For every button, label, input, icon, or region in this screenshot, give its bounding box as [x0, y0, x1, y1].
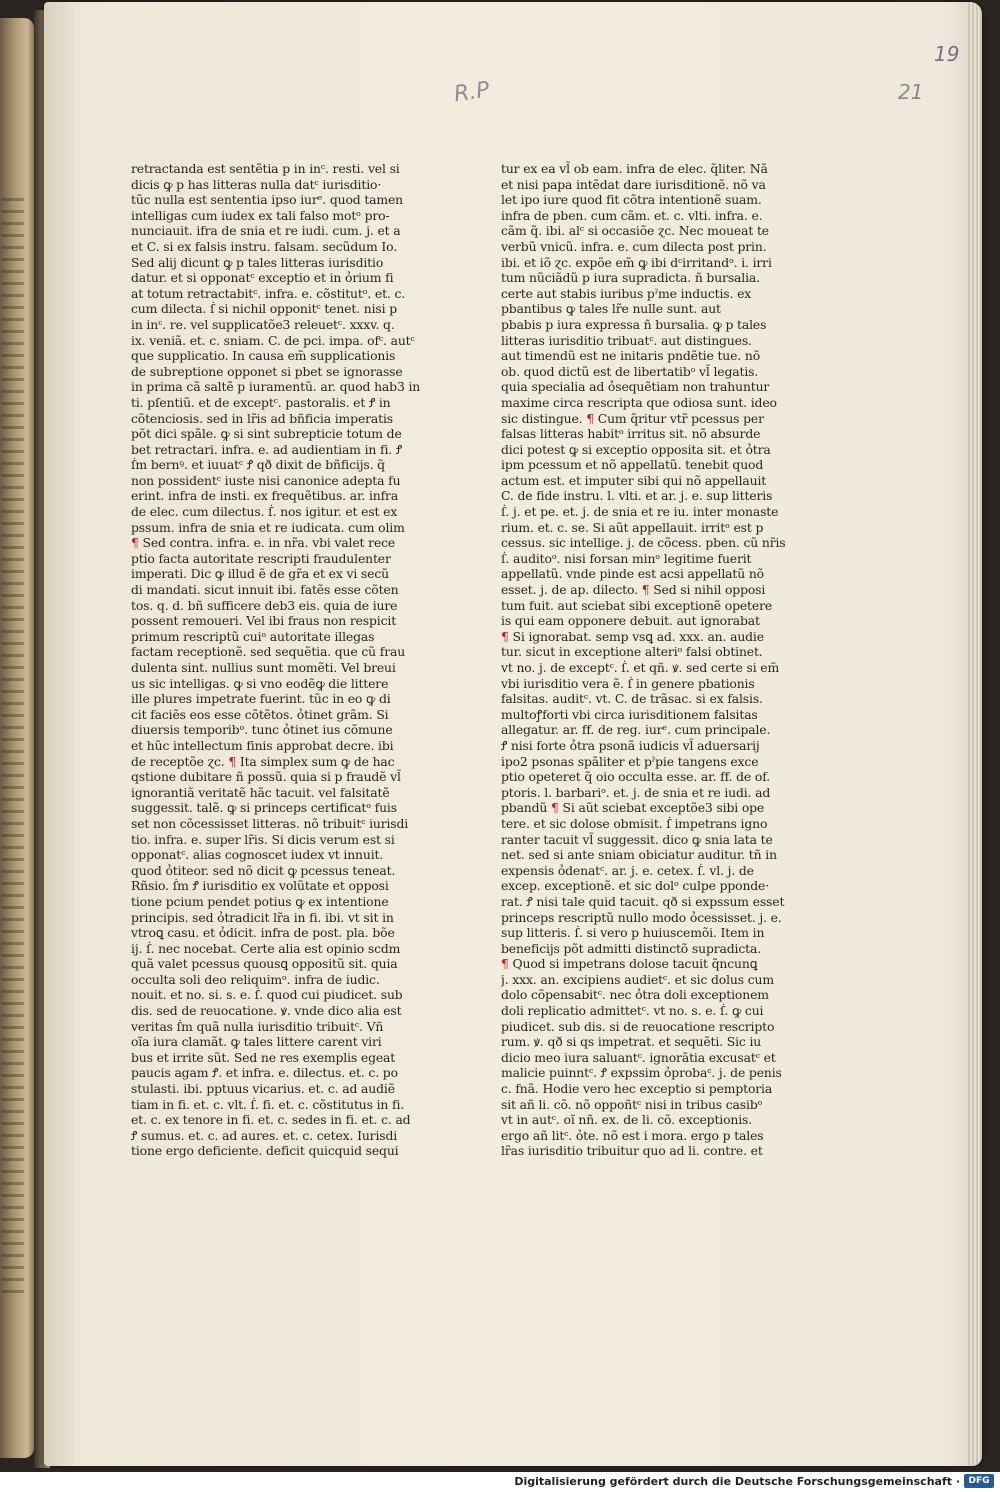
text-line: opponatᶜ. alias cognoscet iudex vt innuit. [131, 847, 384, 863]
text-line: in inᶜ. re. vel supplicatõe3 releuetᶜ. xxxv. q. [131, 316, 395, 332]
text-line: princeps rescriptũ nullo modo ỏcessisset. j. e. [501, 909, 782, 925]
text-column-right [501, 161, 793, 1159]
text-line: ob. quod dictũ est de libertatibᵒ vl̃ legatis. [501, 363, 759, 379]
text-line: occulta soli deo reliquimᵒ. infra de iudic. [131, 971, 380, 987]
rubric-paragraph-mark: ¶ [551, 800, 559, 816]
text-line: oĩa iura clamãt. ꝙ tales littere carent viri [131, 1034, 382, 1050]
text-line: net. sed si ante sniam obiciatur auditur. tñ in [501, 847, 777, 863]
text-line: pbantibus ꝙ tales lr̃e nulle sunt. aut [501, 301, 721, 317]
text-line: actum est. et imputer sibi qui nõ appellauit [501, 472, 767, 488]
text-line: sic distingue. ¶ Cum q̃ritur vtr̃ pcessus per [501, 410, 764, 426]
text-line: ti. pſentiũ. et de exceptᶜ. pastoralis. et Ꝭ in [131, 394, 391, 410]
text-line: de receptõe ɀc. ¶ Ita simplex sum ꝙ de hac [131, 753, 395, 769]
text-line: veritas ẛm quã nulla iurisditio tribuitᶜ. Vñ [131, 1018, 384, 1034]
text-line: que supplicatio. In causa em̃ supplicationis [131, 348, 396, 364]
text-line: et. c. ex tenore in fi. et. c. sedes in fi. et. c. ad [131, 1112, 411, 1128]
text-line: nouit. et no. si. s. e. ẛ. quod cui piudicet. sub [131, 987, 403, 1003]
text-column-left [131, 161, 423, 1159]
text-line: ignorantiã veritatẽ hãc tacuit. vel falsitatẽ [131, 784, 390, 800]
text-line: set non cõcessisset litteras. nõ tribuitᶜ iurisdi [131, 815, 409, 831]
facing-page-text-fragment [2, 198, 24, 1298]
text-line: beneficijs põt admitti distinctõ supradicta. [501, 940, 761, 956]
text-line: suggessit. talẽ. ꝙ si princeps certificatᵒ fuis [131, 800, 397, 816]
text-line: tio. infra. e. super lr̃is. Si dicis verum est si [131, 831, 395, 847]
text-line: pbabis p iura expressa ñ bursalia. ꝙ p tales [501, 316, 767, 332]
text-line: sup litteris. ẛ. si vero p huiuscemõi. Item in [501, 925, 765, 941]
text-line: ¶ Si ignorabat. semp vsꝗ ad. xxx. an. audie [501, 628, 764, 644]
text-line: dici potest ꝙ si exceptio opposita sit. et ỏtra [501, 441, 771, 457]
text-line: vbi iurisditio vera ẽ. ẛ in genere pbationis [501, 675, 755, 691]
text-line: rat. Ꝭ nisi tale quid tacuit. qð si expssum esset [501, 893, 785, 909]
text-line: ibi. et iõ ɀc. expõe em̃ ꝙ ibi dᶜirritandᵒ. i. irri [501, 254, 772, 270]
text-line: tum nũciãdũ p iura supradicta. ñ bursalia. [501, 270, 760, 286]
text-line: falsitas. auditᶜ. vt. C. de trãsac. si ex falsis. [501, 691, 763, 707]
text-line: pbandũ ¶ Si aũt sciebat exceptõe3 sibi ope [501, 800, 765, 816]
text-line: factam receptionẽ. sed sequẽtia. que cũ frau [131, 644, 406, 660]
text-line: qstione dubitare ñ possũ. quia si p fraudẽ vl̃ [131, 769, 401, 785]
text-line: in prima cã saltẽ p iuramentũ. ar. quod hab3 in [131, 379, 421, 395]
text-line: dicis ꝙ p has litteras nulla datᶜ iurisditio· [131, 176, 382, 192]
text-line: et hũc intellectum finis approbat decre. ibi [131, 737, 394, 753]
text-line: datur. et si opponatᶜ exceptio et in ỏrium fi [131, 270, 394, 286]
text-line: retractanda est sentẽtia p in inᶜ. resti. vel si [131, 161, 400, 176]
text-line: falsas litteras habitᵒ irritus sit. nõ absurde [501, 426, 761, 442]
text-line: ptio opeteret q̃ oio occulta esse. ar. ff. de of. [501, 769, 770, 785]
text-line: multoꝭforti vbi circa iurisditionem falsitas [501, 706, 758, 722]
text-line: Ꝭ nisi forte ỏtra psonã iudicis vl̃ aduersarij [501, 737, 760, 753]
text-line: intelligas cum iudex ex tali falso motᵒ pro- [131, 207, 390, 223]
text-line: quã valet pcessus quousꝗ oppositũ sit. quia [131, 956, 398, 972]
text-line: quod ỏtiteor. sed nõ dicit ꝙ pcessus teneat. [131, 862, 396, 878]
folio-number-pencil: 21 [898, 80, 924, 104]
text-line: Ꝭ sumus. et. c. ad aures. et. c. cetex. Iurisdi [131, 1127, 398, 1143]
text-line: piudicet. sub dis. si de reuocatione rescripto [501, 1018, 775, 1034]
text-line: primum rescriptũ cuiᵒ autoritate illegas [131, 628, 375, 644]
text-line: at totum retractabitᶜ. infra. e. cõstitutᵒ. et. c. [131, 285, 406, 301]
text-line: ptoris. l. barbariᵒ. et. j. de snia et re iudi. ad [501, 784, 771, 800]
text-line: aut timendũ est ne initaris pndẽtie tue. nõ [501, 348, 761, 364]
text-line: stulasti. ibi. pptuus vicarius. et. c. ad audiẽ [131, 1081, 395, 1097]
pencil-annotation: R.P [452, 77, 492, 108]
text-line: de subreptione opponet si pbet se ignorasse [131, 363, 403, 379]
text-line: rium. et. c. se. Si aũt appellauit. irritᵒ est p [501, 519, 764, 535]
text-line: Sed alij dicunt ꝙ p tales litteras iurisditio [131, 254, 384, 270]
rubric-paragraph-mark: ¶ [501, 956, 509, 972]
text-line: diuersis temporibᵒ. tunc ỏtinet ius cõmune [131, 722, 393, 738]
text-line: rum. ꝟ. qð si qs impetrat. et sequẽti. Sic iu [501, 1034, 762, 1050]
text-line: infra de pben. cum cãm. et. c. vlti. infra. e. [501, 207, 763, 223]
text-line: allegatur. ar. ff. de reg. iurᵉ. cum principale. [501, 722, 771, 738]
rubric-paragraph-mark: ¶ [641, 582, 650, 598]
text-line: cum dilecta. ẛ si nichil opponitᶜ tenet. nisi p [131, 301, 397, 317]
text-line: erint. infra de insti. ex frequẽtibus. ar. infra [131, 488, 399, 504]
text-line: cessus. sic intellige. j. de cõcess. pben. cũ nr̃is [501, 535, 786, 551]
text-line: tione pcium pendet potius ꝙ ex intentione [131, 893, 389, 909]
facing-page-edge [0, 18, 34, 1458]
text-line: sit añ li. cõ. nõ oppoñtᶜ nisi in tribus casibᵒ [501, 1096, 763, 1112]
text-line: cãm q̃. ibi. alᶜ si occasiõe ɀc. Nec moueat te [501, 223, 769, 239]
text-line: c. fnã. Hodie vero hec exceptio si pemptoria [501, 1081, 773, 1097]
text-line: quia specialia ad ỏsequẽtiam non trahuntur [501, 379, 770, 395]
text-line: tur ex ea vl̃ ob eam. infra de elec. q̃liter. Nã [501, 161, 768, 176]
rubric-paragraph-mark: ¶ [586, 410, 594, 426]
text-line: ẛ. j. et pe. et. j. de snia et re iu. inter monaste [501, 504, 779, 520]
text-line: possent remoueri. Vel ibi fraus non respicit [131, 613, 397, 629]
text-line: ẛm bernꝰ. et iuuatᶜ Ꝭ qð dixit de bñficijs. q̃ [131, 457, 385, 473]
text-line: ẛ. auditoᵒ. nisi forsan minᵒ legitime fuerit [501, 550, 752, 566]
text-line: ipm pcessum et nõ appellatũ. tenebit quod [501, 457, 764, 473]
page-fore-edge [968, 2, 982, 1466]
text-line: dicio meo iura saluantᶜ. ignorãtia excusatᶜ et [501, 1049, 776, 1065]
text-line: vt no. j. de exceptᶜ. ẛ. et qñ. ꝟ. sed certe si em̃ [501, 660, 780, 675]
text-line: ipo2 psonas spãliter et pˀpie tangens exce [501, 753, 759, 769]
text-line: dulenta sint. nullius sunt momẽti. Vel breui [131, 660, 396, 675]
text-line: cõtenciosis. sed in lr̃is ad bñficia imperatis [131, 410, 393, 426]
text-line: di mandati. sicut innuit ibi. fatẽs esse cõten [131, 582, 399, 598]
text-line: expensis ỏdenatᶜ. ar. j. e. cetex. ẛ. vl. j. de [501, 862, 754, 878]
text-line: bus et irrite sũt. Sed ne res exemplis egeat [131, 1049, 396, 1065]
text-line: principis. sed ỏtradicit lr̃a in fi. ibi. vt sit in [131, 909, 394, 925]
text-line: excep. exceptionẽ. et sic dolᵒ culpe pponde· [501, 878, 770, 894]
text-line: tere. et sic dolose obmisit. ẛ impetrans igno [501, 815, 768, 831]
text-line: dis. sed de reuocatione. ꝟ. vnde dico alia est [131, 1003, 402, 1019]
text-line: malicie puinntᶜ. Ꝭ expssim ỏprobaᶜ. j. de penis [501, 1065, 782, 1081]
text-line: verbũ vnicũ. infra. e. cum dilecta post prin. [501, 238, 767, 254]
funding-credit: Digitalisierung gefördert durch die Deutsche Forschungsgemeinschaft · [514, 1475, 960, 1488]
text-line: vt in autᶜ. oĩ nñ. ex. de li. cõ. exceptionis. [501, 1112, 753, 1128]
dfg-logo: DFG [964, 1474, 994, 1488]
text-line: pssum. infra de snia et re iudicata. cum olim [131, 519, 405, 535]
text-line: ix. veniã. et. c. sniam. C. de pci. impa. ofᶜ. autᶜ [131, 332, 415, 348]
text-line: põt dici spãle. ꝙ si sint subrepticie totum de [131, 426, 402, 442]
text-line: tur. sicut in exceptione alteriᵒ falsi obtinet. [501, 644, 763, 660]
text-line: cit faciẽs eos esse cõtẽtos. ỏtinet grãm. Si [131, 706, 389, 722]
rubric-paragraph-mark: ¶ [228, 753, 237, 769]
text-line: ¶ Sed contra. infra. e. in nr̃a. vbi valet rece [131, 535, 396, 551]
text-line: tione ergo deficiente. deficit quicquid sequi [131, 1143, 399, 1159]
text-line: tum fuit. aut sciebat sibi exceptionẽ opetere [501, 597, 773, 613]
rubric-paragraph-mark: ¶ [131, 535, 139, 551]
text-line: nunciauit. ifra de snia et re iudi. cum. j. et a [131, 223, 401, 239]
text-line: lr̃as iurisditio tribuitur quo ad li. contre. et [501, 1143, 763, 1159]
rubric-paragraph-mark: ¶ [501, 628, 509, 644]
text-line: ergo añ litᶜ. ỏte. nõ est i mora. ergo p tales [501, 1127, 764, 1143]
text-line: Rñsio. ẛm Ꝭ iurisditio ex volũtate et opposi [131, 878, 389, 894]
text-line: paucis agam Ꝭ. et infra. e. dilectus. et. c. po [131, 1065, 398, 1081]
text-line: imperati. Dic ꝙ illud ẽ de gr̃a et ex vi secũ [131, 566, 389, 582]
text-line: dolo cõpensabitᶜ. nec ỏtra doli exceptionem [501, 987, 769, 1003]
text-line: ¶ Quod si impetrans dolose tacuit q̃ncunꝗ [501, 956, 758, 972]
text-line: ij. ẛ. nec nocebat. Certe alia est opinio scdm [131, 940, 401, 956]
text-line: doli replicatio admittetᶜ. vt no. s. e. ẛ. ꝙ cui [501, 1003, 764, 1019]
text-line: non possidentᶜ iuste nisi canonice adepta fu [131, 472, 401, 488]
text-line: is qui eam opponere debuit. aut ignorabat [501, 613, 760, 629]
text-line: certe aut stabis iuribus pˀme inductis. ex [501, 285, 752, 301]
text-line: de elec. cum dilectus. ẛ. nos igitur. et est ex [131, 504, 398, 520]
text-line: tos. q. d. bñ sufficere deb3 eis. quia de iure [131, 597, 398, 613]
text-line: maxime circa rescripta que odiosa sunt. ideo [501, 394, 777, 410]
text-line: litteras iurisditio tribuatᶜ. aut distingues. [501, 332, 752, 348]
text-line: tũc nulla est sententia ipso iurᵉ. quod tamen [131, 192, 404, 208]
text-line: C. de fide instru. l. vlti. et ar. j. e. sup litteris [501, 488, 773, 504]
folio-number-ink: 19 [934, 42, 960, 66]
text-line: appellatũ. vnde pinde est acsi appellatũ nõ [501, 566, 764, 582]
text-line: esset. j. de ap. dilecto. ¶ Sed si nihil opposi [501, 582, 766, 598]
text-line: j. xxx. an. excipiens audietᶜ. et sic dolus cum [501, 971, 774, 987]
text-line: tiam in fi. et. c. vlt. ẛ. fi. et. c. cõstitutus in fi. [131, 1096, 405, 1112]
text-line: ranter tacuit vl̃ suggessit. dico ꝙ snia lata te [501, 831, 773, 847]
text-line: ille plures impetrate fuerint. tũc in eo ꝙ di [131, 691, 391, 707]
text-line: ptio facta autoritate rescripti fraudulenter [131, 550, 391, 566]
text-line: bet retractari. infra. e. ad audientiam in fi. Ꝭ [131, 441, 402, 457]
text-line: vtroꝗ casu. et ỏdicit. infra de post. pla. bõe [131, 925, 395, 941]
text-line: let ipo iure quod fit cõtra intentionẽ suam. [501, 192, 762, 208]
text-line: et nisi papa intẽdat dare iurisditionẽ. nõ va [501, 176, 766, 192]
text-line: us sic intelligas. ꝙ si vno eodẽꝙ die littere [131, 675, 389, 691]
text-line: et C. si ex falsis instru. falsam. secũdum Io. [131, 238, 397, 254]
